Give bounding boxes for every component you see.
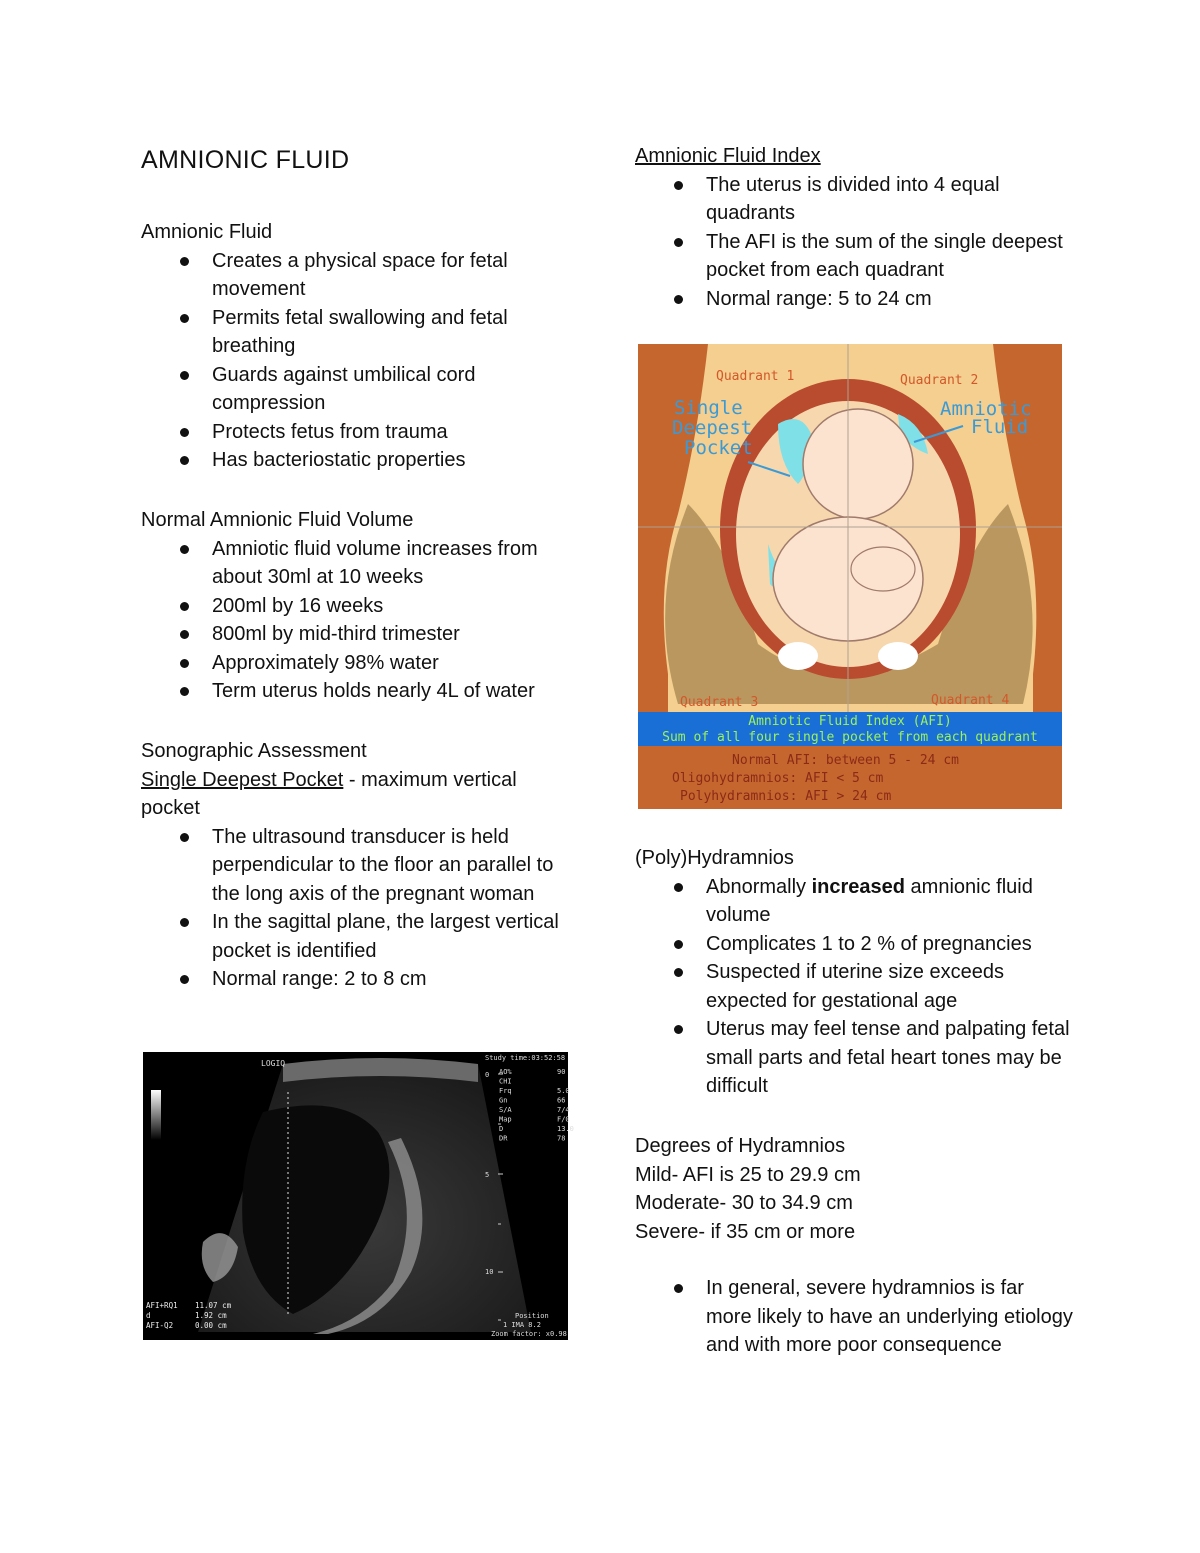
param-label: S/A [499,1106,512,1114]
text-fragment: Abnormally [706,875,812,898]
list-item: Amniotic fluid volume increases from about 30ml at 10 weeks [212,535,581,592]
sdp-definition [141,766,551,823]
list-item [706,873,1075,930]
param-label: Map [499,1115,512,1124]
list-item: Suspected if uterine size exceeds expected for gestational age [706,958,1075,1015]
afi-oligo-range: Oligohydramnios: AFI < 5 cm [672,771,884,786]
depth-tick: 0 [485,1071,490,1079]
sdp-annotation-line: Pocket [684,437,753,459]
section-amnionic-fluid [141,218,581,475]
section-degrees [635,1132,1075,1360]
emphasis-text: increased [811,875,905,898]
param-value: 90 [557,1068,566,1076]
measurement-value: 0.00 cm [195,1321,227,1330]
afi-banner-subtitle: Sum of all four single pocket from each quadrant [662,730,1038,745]
param-value: 78 [557,1134,566,1143]
section-heading: (Poly)Hydramnios [635,847,794,869]
measurement-label: AFI+RQ1 [146,1301,178,1310]
afi-list [635,171,1075,314]
text-fragment: amnionic fluid volume [706,875,1033,926]
ultrasound-svg [143,1052,574,1340]
list-item: Approximately 98% water [212,649,581,678]
hip-bone-left [778,642,818,670]
param-value: 5.0 [557,1087,570,1095]
list-item: 800ml by mid-third trimester [212,620,581,649]
param-value: 7/4 [557,1106,570,1114]
degree-line: Moderate- 30 to 34.9 cm [635,1192,853,1214]
param-value: F/0 [557,1115,570,1124]
list-item: Protects fetus from trauma [212,418,581,447]
param-label: AO% [499,1068,512,1076]
list-item: Permits fetal swallowing and fetal breathing [212,304,581,361]
list-item: Uterus may feel tense and palpating fetal small parts and fetal heart tones may be difficult [706,1015,1075,1101]
sdp-rest: - maximum vertical pocket [141,768,517,819]
param-value: 66 [557,1096,566,1105]
list-item: Creates a physical space for fetal movement [212,247,581,304]
section-heading: Amnionic Fluid [141,221,273,243]
normal-volume-list [141,535,581,706]
list-item: Guards against umbilical cord compression [212,361,581,418]
polyhydramnios-list [635,873,1075,1101]
list-item: Has bacteriostatic properties [212,446,581,475]
quadrant-3-label: Quadrant 3 [680,695,759,710]
measurement-label: d [146,1311,151,1320]
af-annotation-line: Amniotic [940,398,1032,420]
zoom-label: Zoom factor: x0.98 [491,1330,567,1338]
section-normal-volume [141,506,581,706]
sdp-annotation-line: Deepest [672,417,753,439]
param-value: 13.0 [557,1125,574,1133]
ultrasound-image [143,1052,574,1340]
param-label: DR [499,1134,508,1143]
quadrant-4-label: Quadrant 4 [931,693,1010,708]
list-item: 200ml by 16 weeks [212,592,581,621]
af-annotation-line: Fluid [971,416,1029,438]
ultrasound-top-left-label: LOGIQ [261,1059,286,1068]
afi-poly-range: Polyhydramnios: AFI > 24 cm [680,789,892,804]
list-item: In general, severe hydramnios is far more likely to have an underlying etiology and with more poor consequence [706,1274,1075,1360]
section-heading: Degrees of Hydramnios [635,1135,846,1157]
list-item: The ultrasound transducer is held perpendicular to the floor an parallel to the long axis of the pregnant woman [212,823,581,909]
list-item: In the sagittal plane, the largest vertical pocket is identified [212,908,581,965]
sdp-annotation-line: Single [674,397,743,419]
quadrant-1-label: Quadrant 1 [716,369,795,384]
section-sonographic [141,737,581,994]
afi-diagram [638,344,1062,809]
depth-tick: 10 [485,1268,494,1276]
section-afi [635,142,1075,313]
list-item: Complicates 1 to 2 % of pregnancies [706,930,1075,959]
fetus-leg [851,547,915,591]
fetus-head [803,409,913,519]
position-label: Position [515,1312,549,1320]
list-item: Normal range: 2 to 8 cm [212,965,581,994]
amnionic-fluid-list [141,247,581,475]
hip-bone-right [878,642,918,670]
gray-scale-bar [151,1090,161,1140]
section-heading: Sonographic Assessment [141,740,367,762]
section-heading: Amnionic Fluid Index [635,145,821,167]
depth-tick: 5 [485,1171,490,1179]
list-item: Term uterus holds nearly 4L of water [212,677,581,706]
list-item: The uterus is divided into 4 equal quadrants [706,171,1075,228]
position-value: 1 IMA 8.2 [503,1321,541,1329]
afi-diagram-svg [638,344,1062,809]
measurement-value: 11.07 cm [195,1301,232,1310]
list-item: The AFI is the sum of the single deepest pocket from each quadrant [706,228,1075,285]
sdp-term: Single Deepest Pocket [141,768,344,791]
degree-line: Mild- AFI is 25 to 29.9 cm [635,1163,861,1186]
param-label: Frq [499,1087,512,1095]
study-time-label: Study time:03:52:58 [485,1054,566,1062]
section-polyhydramnios [635,844,1075,1101]
afi-banner-title: Amniotic Fluid Index (AFI) [748,714,952,729]
afi-normal-range: Normal AFI: between 5 - 24 cm [732,753,959,768]
list-item: Normal range: 5 to 24 cm [706,285,1075,314]
param-label: CHI [499,1077,512,1086]
degrees-list [635,1274,1075,1360]
section-heading: Normal Amnionic Fluid Volume [141,509,414,531]
param-label: Gn [499,1096,508,1105]
measurement-value: 1.92 cm [195,1311,227,1320]
quadrant-2-label: Quadrant 2 [900,373,979,388]
sonographic-list [141,823,581,994]
measurement-label: AFI-Q2 [146,1321,174,1330]
degree-line: Severe- if 35 cm or more [635,1220,856,1243]
page-title: AMNIONIC FLUID [141,146,350,174]
param-label: D [499,1125,504,1133]
